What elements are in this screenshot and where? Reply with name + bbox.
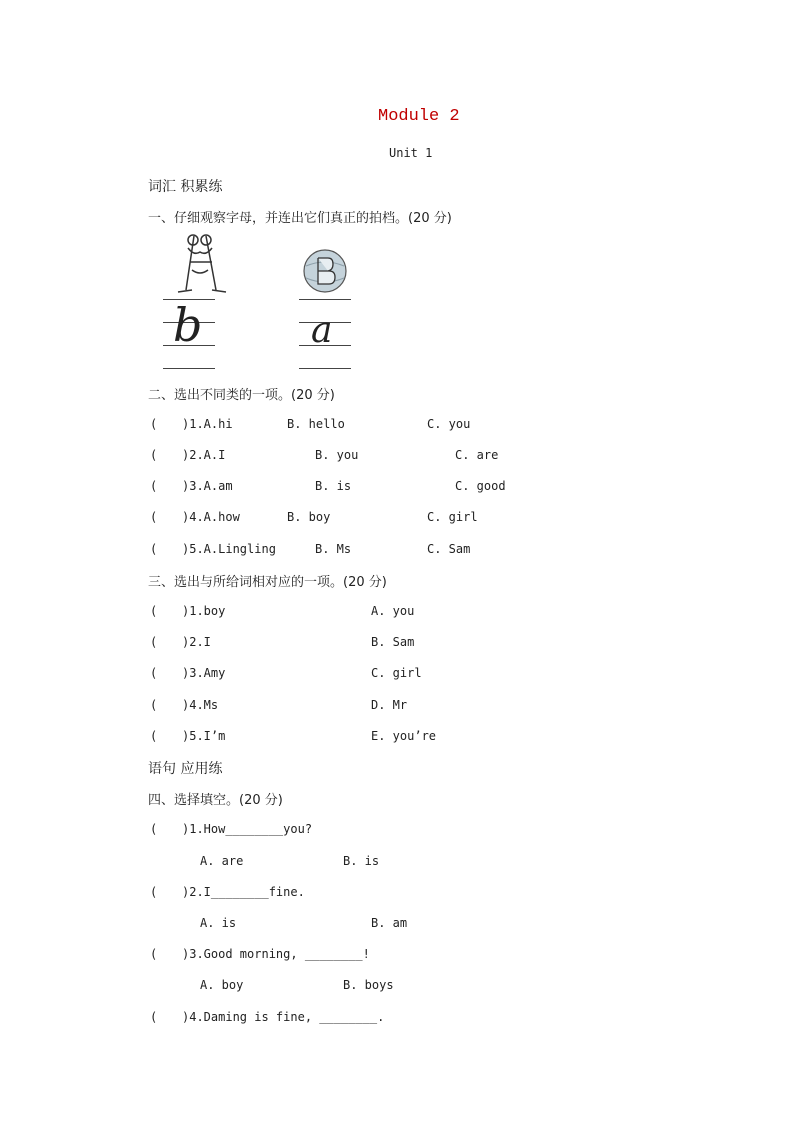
q3-item-2-left: )2.I [182,635,211,649]
page-subtitle: Unit 1 [389,146,433,160]
q4-item-3-paren: ( [150,947,158,961]
q2-item-1-paren: ( [150,417,158,431]
q4-item-2-paren: ( [150,885,158,899]
q2-item-5-b: B. Ms [315,542,352,556]
q3-item-5-right: E. you’re [371,729,437,743]
q3-item-4-left: )4.Ms [182,698,219,712]
q3-item-1-left: )1.boy [182,604,226,618]
q4-item-3-stem: )3.Good morning, ________! [182,947,370,961]
q3-item-5-paren: ( [150,729,158,743]
q2-item-3-c: C. good [455,479,506,493]
q3-item-2-paren: ( [150,635,158,649]
q3-item-3-right: C. girl [371,666,422,680]
q2-item-4-a: )4.A.how [182,510,240,524]
q4-item-1-option-b: B. is [343,854,380,868]
q4-item-2-stem: )2.I________fine. [182,885,305,899]
q2-item-1-c: C. you [427,417,471,431]
q4-item-3-option-b: B. boys [343,978,394,992]
q3-item-5-left: )5.I’m [182,729,226,743]
q2-item-2-a: )2.A.I [182,448,226,462]
q2-item-2-paren: ( [150,448,158,462]
q2-item-5-a: )5.A.Lingling [182,542,276,556]
q2-item-1-a: )1.A.hi [182,417,233,431]
q3-item-1-paren: ( [150,604,158,618]
q4-item-4-paren: ( [150,1010,158,1024]
q3-item-2-right: B. Sam [371,635,415,649]
q3-item-3-paren: ( [150,666,158,680]
q4-item-1-option-a: A. are [200,854,244,868]
q2-item-5-c: C. Sam [427,542,471,556]
q1-heading: 一、仔细观察字母，并连出它们真正的拍档。(20 分) [148,211,452,226]
q2-item-4-c: C. girl [427,510,478,524]
q3-item-4-paren: ( [150,698,158,712]
q4-item-2-option-a: A. is [200,916,237,930]
letter-b-cursive: b [173,298,203,352]
q2-item-3-a: )3.A.am [182,479,233,493]
q2-item-4-b: B. boy [287,510,331,524]
q3-item-1-right: A. you [371,604,415,618]
section-sentence-heading: 语句 应用练 [148,761,223,777]
q3-heading: 三、选出与所给词相对应的一项。(20 分) [148,575,387,590]
letter-a-cursive: a [311,310,333,351]
q2-item-2-b: B. you [315,448,359,462]
q2-item-5-paren: ( [150,542,158,556]
q2-item-1-b: B. hello [287,417,345,431]
q2-heading: 二、选出不同类的一项。(20 分) [148,388,335,403]
q3-item-3-left: )3.Amy [182,666,226,680]
q4-item-4-stem: )4.Daming is fine, ________. [182,1010,385,1024]
letter-b-ball-image [302,248,348,294]
section-vocab-heading: 词汇 积累练 [148,179,223,195]
q4-item-2-option-b: B. am [371,916,408,930]
letter-a-figure-image [172,232,228,294]
q4-item-1-stem: )1.How________you? [182,822,313,836]
q2-item-3-paren: ( [150,479,158,493]
page-title: Module 2 [378,107,460,126]
q3-item-4-right: D. Mr [371,698,408,712]
q4-item-1-paren: ( [150,822,158,836]
q4-heading: 四、选择填空。(20 分) [148,793,283,808]
q2-item-2-c: C. are [455,448,499,462]
q2-item-3-b: B. is [315,479,352,493]
q2-item-4-paren: ( [150,510,158,524]
q4-item-3-option-a: A. boy [200,978,244,992]
